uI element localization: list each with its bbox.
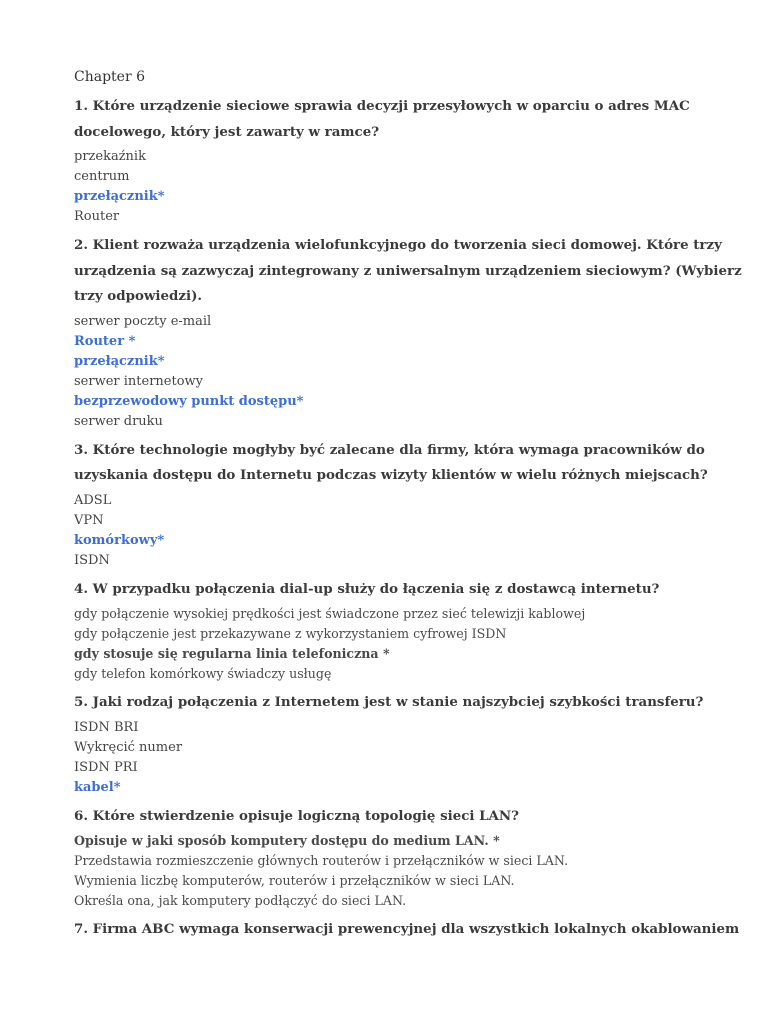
correct-answer: gdy stosuje się regularna linia telefoniczna * [74, 646, 390, 661]
chapter-title: Chapter 6 [74, 69, 145, 85]
question-text: 2. Klient rozważa urządzenia wielofunkcyjnego do tworzenia sieci domowej. Które trzy [74, 237, 722, 253]
answer-option: serwer poczty e-mail [74, 313, 212, 329]
question-list [74, 96, 742, 940]
question-block [74, 579, 714, 685]
answer-option: Router [74, 209, 120, 224]
answer-option: ADSL [74, 492, 112, 508]
answer-option: Przedstawia rozmieszczenie głównych routerów i przełączników w sieci LAN. [74, 853, 569, 868]
correct-answer: bezprzewodowy punkt dostępu* [74, 393, 304, 409]
answer-list [74, 831, 714, 911]
question-block [74, 96, 714, 227]
answer-option: Określa ona, jak komputery podłączyć do sieci LAN. [74, 893, 407, 908]
answer-list [74, 312, 714, 432]
answer-list [74, 491, 714, 571]
answer-option: gdy telefon komórkowy świadczy usługę [74, 666, 332, 681]
question-text: urządzenia są zazwyczaj zintegrowany z uniwersalnym urządzeniem sieciowym? (Wybierz [74, 262, 742, 279]
question-block [74, 692, 714, 798]
answer-option: ISDN [74, 552, 110, 568]
correct-answer: komórkowy* [74, 532, 165, 548]
answer-option: serwer internetowy [74, 373, 203, 389]
answer-option: ISDN PRI [74, 759, 138, 775]
question-block [74, 235, 742, 432]
correct-answer: Router * [74, 333, 136, 349]
question-block [74, 440, 714, 571]
question-text: 4. W przypadku połączenia dial-up służy do łączenia się z dostawcą internetu? [74, 580, 660, 597]
document-page [74, 68, 742, 945]
answer-option: gdy połączenie wysokiej prędkości jest świadczone przez sieć telewizji kablowej [74, 606, 586, 621]
answer-option: VPN [74, 512, 104, 528]
question-block [74, 806, 714, 912]
answer-option: gdy połączenie jest przekazywane z wykorzystaniem cyfrowej ISDN [74, 626, 507, 641]
answer-option: przekaźnik [74, 149, 146, 164]
correct-answer: Opisuje w jaki sposób komputery dostępu do medium LAN. * [74, 833, 500, 848]
question-text: trzy odpowiedzi). [74, 288, 203, 304]
answer-option: serwer druku [74, 413, 163, 429]
question-text: 5. Jaki rodzaj połączenia z Internetem jest w stanie najszybciej szybkości transferu? [74, 694, 704, 710]
question-block [74, 919, 740, 940]
question-text: 1. Które urządzenie sieciowe sprawia decyzji przesyłowych w oparciu o adres MAC [74, 98, 690, 114]
answer-list [74, 718, 714, 798]
correct-answer: kabel* [74, 779, 121, 795]
question-text: 7. Firma ABC wymaga konserwacji prewencyjnej dla wszystkich lokalnych okablowaniem [74, 921, 740, 937]
answer-option: ISDN BRI [74, 719, 139, 735]
answer-list [74, 147, 714, 227]
question-text: uzyskania dostępu do Internetu podczas wizyty klientów w wielu różnych miejscach? [74, 467, 708, 483]
answer-list [74, 604, 714, 684]
answer-option: Wymienia liczbę komputerów, routerów i przełączników w sieci LAN. [74, 873, 515, 888]
correct-answer: przełącznik* [74, 189, 165, 204]
answer-option: Wykręcić numer [74, 739, 183, 755]
question-text: docelowego, który jest zawarty w ramce? [74, 123, 380, 140]
question-text: 6. Które stwierdzenie opisuje logiczną topologię sieci LAN? [74, 807, 520, 824]
correct-answer: przełącznik* [74, 353, 165, 369]
question-text: 3. Które technologie mogłyby być zalecane dla firmy, która wymaga pracowników do [74, 441, 705, 458]
answer-option: centrum [74, 169, 130, 184]
